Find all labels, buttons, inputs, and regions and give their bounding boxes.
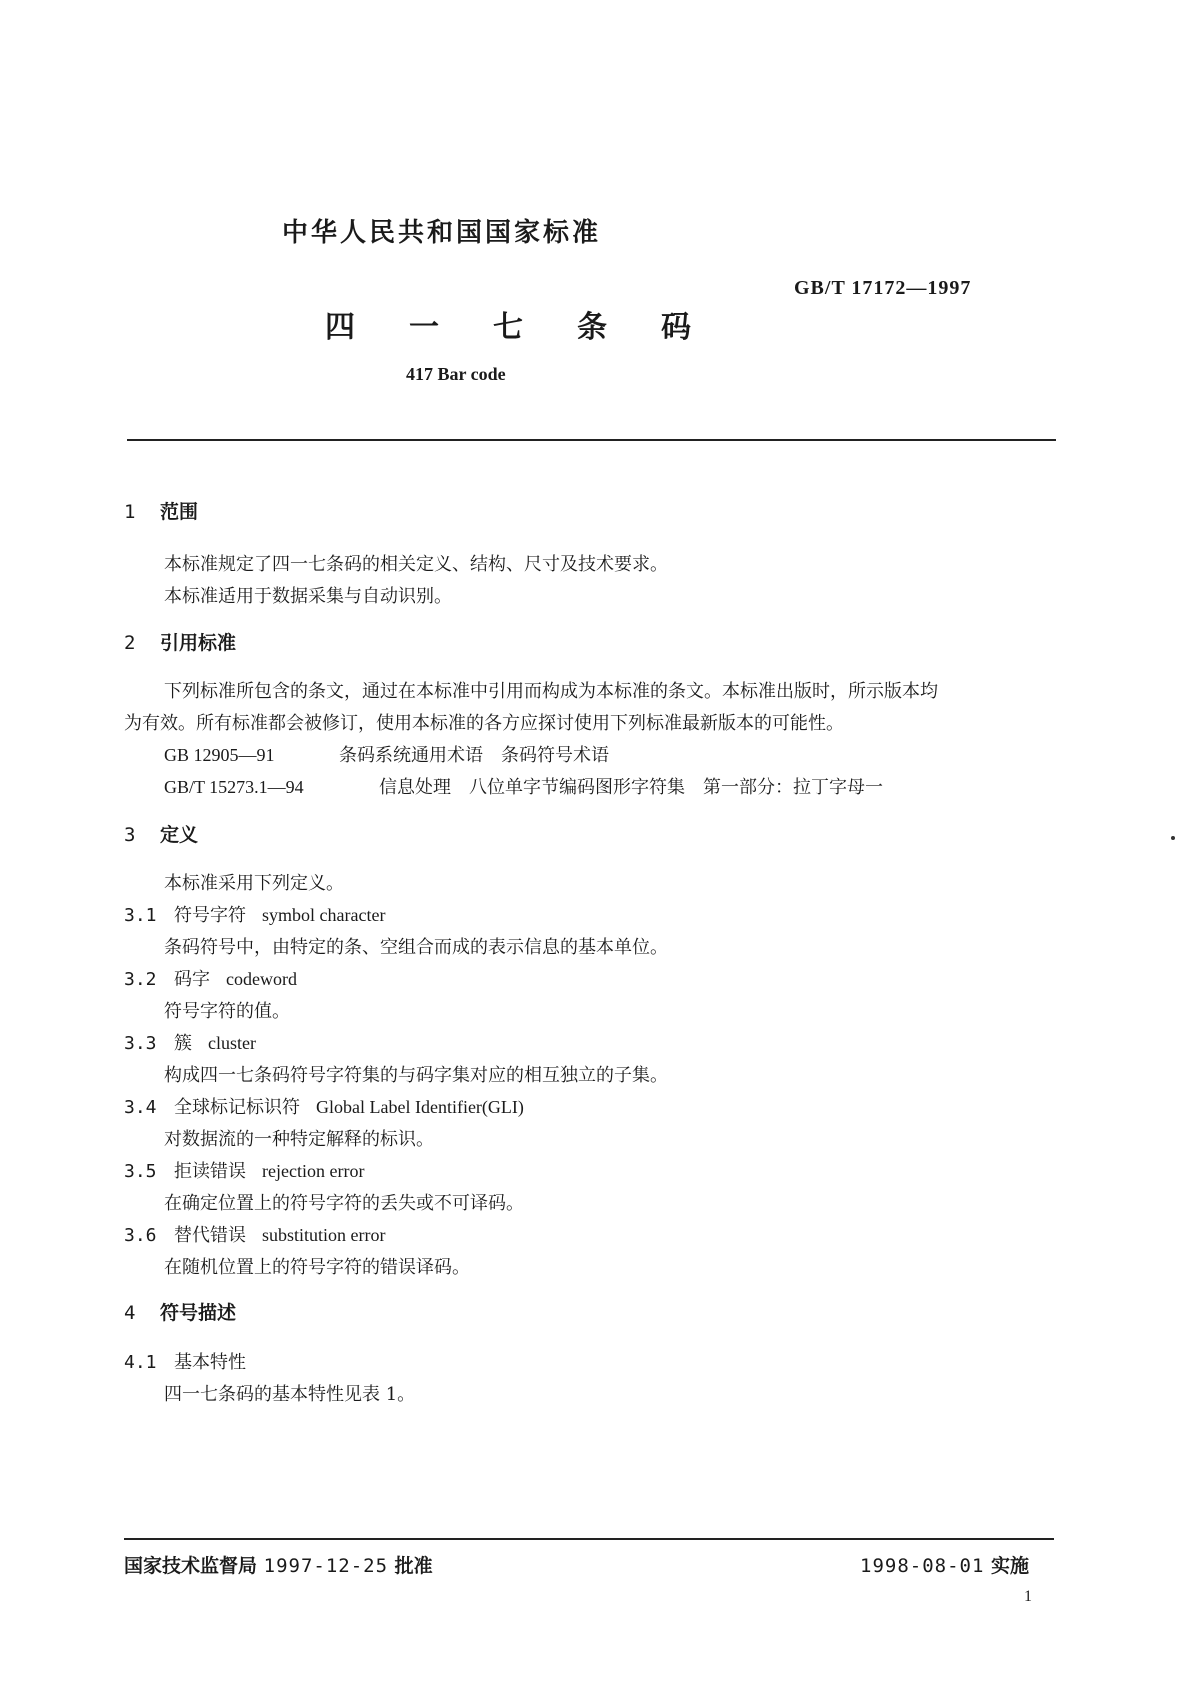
definition-number: 3.6 [124,1225,157,1246]
subsection-heading [124,1348,246,1374]
issuer: 国家技术监督局 [124,1555,258,1577]
definition-heading [124,1157,364,1183]
section-1-paragraph-2: 本标准适用于数据采集与自动识别。 [164,586,452,607]
definition-heading [124,1029,256,1055]
definition-description: 对数据流的一种特定解释的标识。 [164,1129,434,1150]
definition-description: 条码符号中，由特定的条、空组合而成的表示信息的基本单位。 [164,937,668,958]
definition-term-en: substitution error [262,1225,386,1245]
subsection-title: 基本特性 [174,1352,246,1373]
implementation-date: 1998-08-01 [860,1555,985,1577]
definition-term-en: Global Label Identifier(GLI) [316,1097,524,1117]
section-title: 符号描述 [160,1302,237,1324]
reference-item [164,741,609,767]
approval-line [124,1551,433,1578]
definition-description: 在确定位置上的符号字符的丢失或不可译码。 [164,1193,524,1214]
section-4-heading [124,1298,236,1325]
definition-term-en: rejection error [262,1161,365,1181]
definition-heading [124,901,385,927]
definition-description: 在随机位置上的符号字符的错误译码。 [164,1257,470,1278]
definition-term-en: codeword [226,969,297,989]
title-char: 七 [493,310,523,345]
margin-speck [1171,836,1175,840]
definition-term: 全球标记标识符 [174,1097,300,1118]
definition-number: 3.3 [124,1033,157,1054]
definition-term-en: cluster [208,1033,256,1053]
definition-term-en: symbol character [262,905,386,925]
section-2-paragraph-line-1: 下列标准所包含的条文，通过在本标准中引用而构成为本标准的条文。本标准出版时，所示版本均 [164,681,938,702]
title-char: 一 [409,310,439,345]
section-1-heading [124,497,198,524]
title-char: 码 [661,310,691,345]
reference-code: GB/T 15273.1—94 [164,777,304,797]
definition-description: 构成四一七条码符号字符集的与码字集对应的相互独立的子集。 [164,1065,668,1086]
title-char: 条 [577,310,607,345]
definition-heading [124,1221,386,1247]
subsection-description: 四一七条码的基本特性见表 1。 [164,1384,416,1405]
reference-title: 条码系统通用术语 条码符号术语 [339,745,609,766]
section-3-heading [124,820,198,847]
definition-term: 替代错误 [174,1225,246,1246]
definition-number: 3.2 [124,969,157,990]
section-number: 1 [124,501,136,523]
definition-term: 簇 [174,1033,192,1054]
section-number: 4 [124,1302,136,1324]
standard-number: GB/T 17172—1997 [794,277,972,299]
definition-heading [124,1093,524,1119]
definition-term: 拒读错误 [174,1161,246,1182]
definition-term: 符号字符 [174,905,246,926]
definition-description: 符号字符的值。 [164,1001,290,1022]
section-title: 定义 [160,824,199,846]
section-2-heading [124,628,236,655]
document-title [325,302,691,346]
section-title: 引用标准 [160,632,237,654]
definition-heading [124,965,297,991]
subsection-number: 4.1 [124,1352,157,1373]
definition-number: 3.4 [124,1097,157,1118]
section-number: 3 [124,824,136,846]
implementation-line [860,1551,1029,1578]
approve-date: 1997-12-25 [263,1555,389,1577]
bottom-divider [124,1538,1054,1540]
reference-item [164,773,883,799]
document-subtitle: 417 Bar code [406,364,506,384]
definition-number: 3.5 [124,1161,157,1182]
section-1-paragraph-1: 本标准规定了四一七条码的相关定义、结构、尺寸及技术要求。 [164,554,668,575]
country-standard-heading: 中华人民共和国国家标准 [282,218,602,248]
definition-term: 码字 [174,969,210,990]
title-char: 四 [325,310,355,345]
section-2-paragraph-line-2: 为有效。所有标准都会被修订，使用本标准的各方应探讨使用下列标准最新版本的可能性。 [124,713,844,734]
reference-code: GB 12905—91 [164,745,275,765]
reference-title: 信息处理 八位单字节编码图形字符集 第一部分：拉丁字母一 [379,777,883,798]
top-divider [127,439,1056,441]
section-number: 2 [124,632,136,654]
definition-number: 3.1 [124,905,157,926]
implementation-label: 实施 [991,1555,1030,1577]
approve-label: 批准 [394,1555,433,1577]
section-3-intro: 本标准采用下列定义。 [164,873,344,894]
page-number: 1 [1024,1588,1032,1605]
section-title: 范围 [160,501,199,523]
